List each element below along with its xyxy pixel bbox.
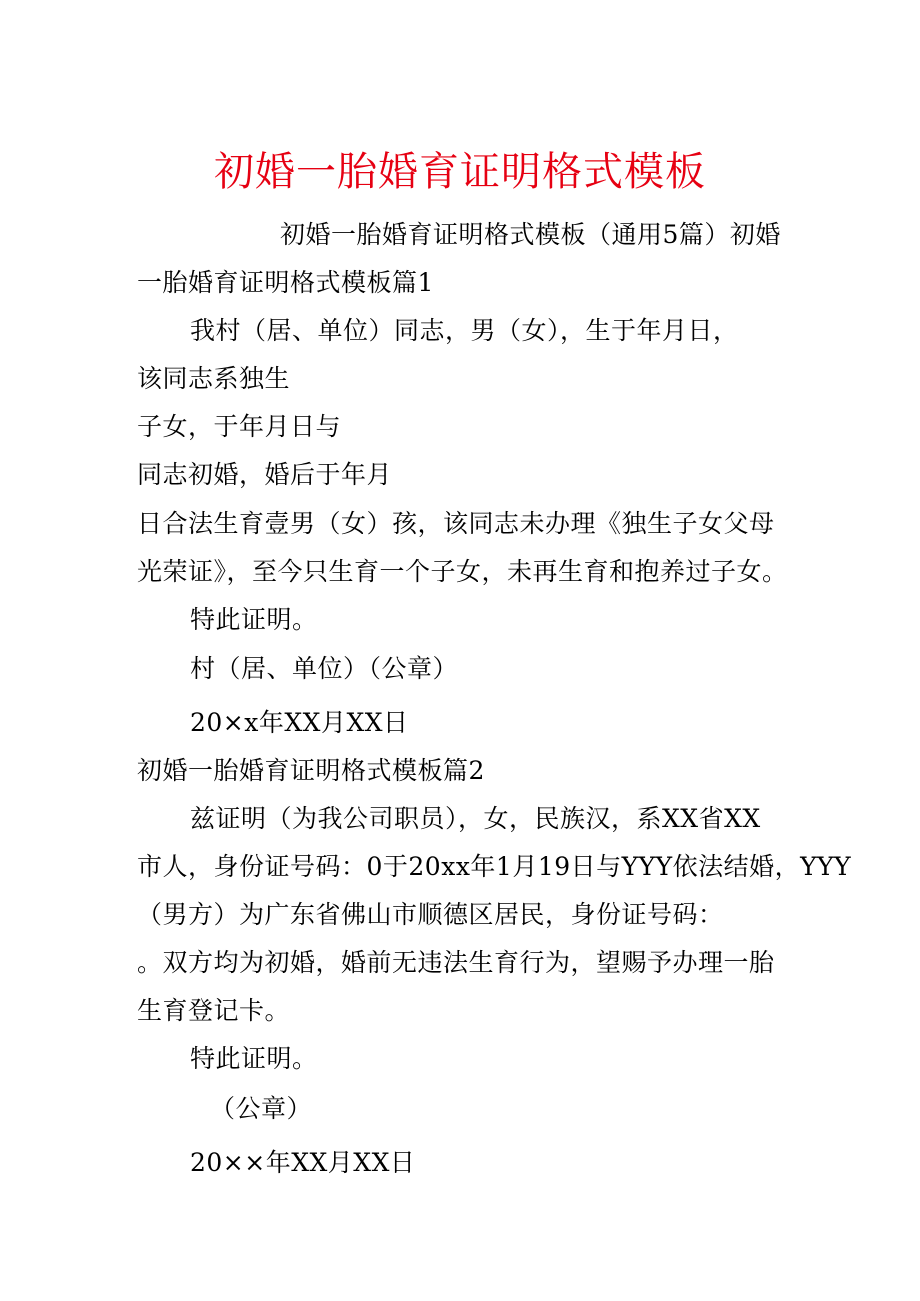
paragraph-line: （男方）为广东省佛山市顺德区居民，身份证号码： bbox=[137, 900, 724, 929]
paragraph-line: 市人，身份证号码：0于20xx年1月19日与YYY依法结婚，YYY bbox=[137, 852, 852, 881]
paragraph-line: 我村（居、单位）同志，男（女），生于年月日， bbox=[190, 316, 739, 345]
paragraph-line: 兹证明（为我公司职员），女，民族汉，系XX省XX bbox=[190, 804, 761, 833]
paragraph-line: 同志初婚，婚后于年月 bbox=[137, 460, 393, 489]
document-title: 初婚一胎婚育证明格式模板 bbox=[214, 149, 706, 195]
section-1-heading: 一胎婚育证明格式模板篇1 bbox=[137, 268, 434, 297]
paragraph-line: 光荣证》，至今只生育一个子女，未再生育和抱养过子女。 bbox=[137, 557, 788, 586]
paragraph-line: 。双方均为初婚，婚前无违法生育行为，望赐予办理一胎 bbox=[137, 948, 775, 977]
date-line: 20××年XX月XX日 bbox=[190, 1148, 416, 1177]
paragraph-line: 日合法生育壹男（女）孩，该同志未办理《独生子女父母 bbox=[137, 509, 775, 538]
intro-line-1: 初婚一胎婚育证明格式模板（通用5篇）初婚 bbox=[280, 220, 781, 249]
paragraph-line: 子女，于年月日与 bbox=[137, 412, 342, 441]
date-line: 20×x年XX月XX日 bbox=[190, 708, 409, 737]
paragraph-line: 该同志系独生 bbox=[137, 364, 291, 393]
seal-line: 村（居、单位）（公章） bbox=[190, 654, 459, 683]
paragraph-line: 生育登记卡。 bbox=[137, 996, 291, 1025]
certification-statement: 特此证明。 bbox=[190, 1044, 318, 1073]
section-2-heading: 初婚一胎婚育证明格式模板篇2 bbox=[137, 756, 485, 785]
certification-statement: 特此证明。 bbox=[190, 605, 318, 634]
seal-line: （公章） bbox=[210, 1094, 313, 1123]
